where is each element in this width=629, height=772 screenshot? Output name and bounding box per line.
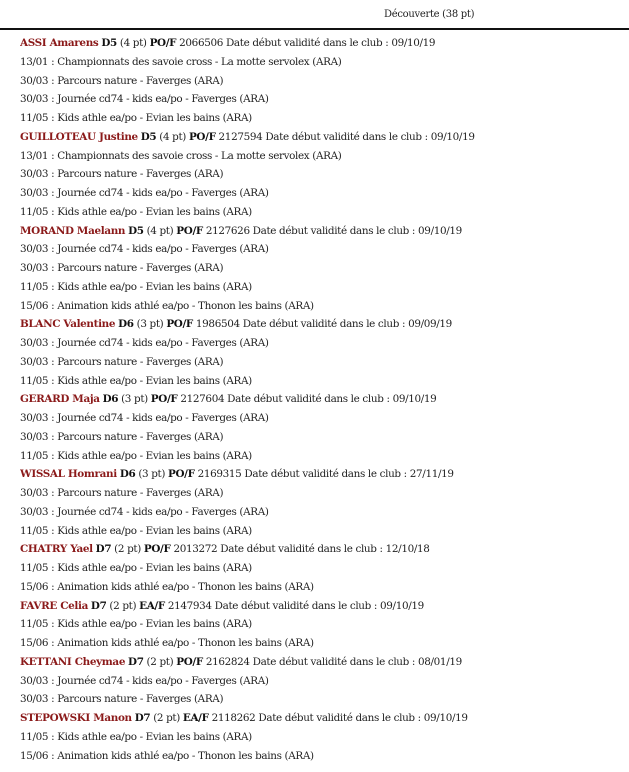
validity-date: 09/10/19 bbox=[423, 712, 468, 724]
event-line: 30/03 : Parcours nature - Faverges (ARA) bbox=[20, 430, 224, 443]
date-label: Date début validité dans le club : bbox=[242, 318, 406, 331]
athlete-header bbox=[20, 390, 620, 409]
event-line: 30/03 : Journée cd74 - kids ea/po - Faverges (ARA) bbox=[20, 505, 269, 518]
athlete-level: D7 bbox=[128, 655, 144, 668]
athlete-entry bbox=[20, 34, 620, 128]
validity-date: 09/10/19 bbox=[430, 130, 475, 143]
validity-date: 09/09/19 bbox=[408, 318, 452, 331]
date-label: Date début validité dans le club : bbox=[214, 599, 378, 612]
date-label: Date début validité dans le club : bbox=[225, 37, 389, 49]
athlete-license: 2127594 bbox=[218, 130, 263, 143]
athlete-license: 2127626 bbox=[205, 224, 250, 237]
event-line: 30/03 : Parcours nature - Faverges (ARA) bbox=[20, 74, 224, 87]
athlete-category: EA/F bbox=[182, 712, 209, 724]
athlete-points: (3 pt) bbox=[138, 468, 166, 481]
athlete-header bbox=[20, 465, 620, 484]
event-line: 15/06 : Animation kids athlé ea/po - Thonon les bains (ARA) bbox=[20, 580, 314, 593]
athlete-level: D7 bbox=[90, 599, 107, 612]
athlete-entry bbox=[20, 540, 620, 596]
event-line: 30/03 : Parcours nature - Faverges (ARA) bbox=[20, 487, 224, 499]
athlete-points: (4 pt) bbox=[119, 37, 147, 49]
athlete-points: (2 pt) bbox=[153, 712, 180, 724]
event-line: 30/03 : Parcours nature - Faverges (ARA) bbox=[20, 355, 224, 368]
athlete-license: 2118262 bbox=[211, 712, 256, 724]
validity-date: 09/10/19 bbox=[380, 599, 424, 612]
athlete-name: KETTANI Cheymae bbox=[20, 655, 126, 668]
athlete-entry bbox=[20, 128, 620, 222]
date-label: Date début validité dans le club : bbox=[252, 224, 416, 237]
event-line: 15/06 : Animation kids athlé ea/po - Thonon les bains (ARA) bbox=[20, 637, 314, 649]
athlete-entry bbox=[20, 597, 620, 653]
event-line: 30/03 : Parcours nature - Faverges (ARA) bbox=[20, 693, 224, 706]
athlete-level: D5 bbox=[101, 37, 117, 49]
athlete-entry bbox=[20, 222, 620, 316]
event-line: 30/03 : Journée cd74 - kids ea/po - Faverges (ARA) bbox=[20, 243, 269, 256]
event-line: 15/06 : Animation kids athlé ea/po - Thonon les bains (ARA) bbox=[20, 749, 314, 762]
date-label: Date début validité dans le club : bbox=[227, 393, 390, 406]
athlete-header bbox=[20, 315, 620, 334]
athlete-entry bbox=[20, 465, 620, 540]
event-line: 30/03 : Journée cd74 - kids ea/po - Faverges (ARA) bbox=[20, 337, 269, 349]
athlete-category: PO/F bbox=[176, 655, 203, 668]
athlete-category: PO/F bbox=[149, 37, 177, 49]
athlete-license: 2066506 bbox=[179, 37, 223, 49]
athlete-level: D5 bbox=[128, 224, 144, 237]
athlete-entry bbox=[20, 315, 620, 390]
athlete-license: 2013272 bbox=[173, 543, 218, 556]
event-line: 30/03 : Journée cd74 - kids ea/po - Faverges (ARA) bbox=[20, 93, 269, 106]
validity-date: 08/01/19 bbox=[418, 655, 462, 668]
event-line: 11/05 : Kids athle ea/po - Evian les bains (ARA) bbox=[20, 730, 252, 743]
athlete-header bbox=[20, 597, 620, 616]
athlete-category: PO/F bbox=[176, 224, 203, 237]
event-line: 30/03 : Parcours nature - Faverges (ARA) bbox=[20, 262, 224, 274]
athlete-points: (2 pt) bbox=[146, 655, 174, 668]
event-line: 11/05 : Kids athle ea/po - Evian les bains (ARA) bbox=[20, 280, 252, 293]
event-line: 13/01 : Championnats des savoie cross - La motte servolex (ARA) bbox=[20, 55, 342, 68]
athlete-category: PO/F bbox=[150, 393, 178, 406]
event-line: 11/05 : Kids athle ea/po - Evian les bains (ARA) bbox=[20, 562, 252, 574]
event-line: 11/05 : Kids athle ea/po - Evian les bains (ARA) bbox=[20, 524, 252, 537]
event-line: 30/03 : Parcours nature - Faverges (ARA) bbox=[20, 168, 224, 181]
athlete-license: 2162824 bbox=[205, 655, 250, 668]
athlete-entry bbox=[20, 390, 620, 465]
validity-date: 27/11/19 bbox=[409, 468, 454, 481]
athlete-points: (3 pt) bbox=[121, 393, 148, 406]
athlete-name: ASSI Amarens bbox=[20, 37, 99, 49]
athlete-points: (4 pt) bbox=[159, 130, 186, 143]
event-line: 11/05 : Kids athle ea/po - Evian les bains (ARA) bbox=[20, 449, 252, 462]
date-label: Date début validité dans le club : bbox=[252, 655, 416, 668]
validity-date: 09/10/19 bbox=[418, 224, 462, 237]
validity-date: 12/10/18 bbox=[385, 543, 430, 556]
athlete-license: 2127604 bbox=[180, 393, 225, 406]
athlete-points: (4 pt) bbox=[146, 224, 174, 237]
event-line: 30/03 : Journée cd74 - kids ea/po - Faverges (ARA) bbox=[20, 187, 269, 199]
athlete-header bbox=[20, 128, 620, 147]
event-line: 11/05 : Kids athle ea/po - Evian les bains (ARA) bbox=[20, 374, 252, 387]
athlete-header bbox=[20, 540, 620, 559]
section-title: Découverte (38 pt) bbox=[384, 9, 475, 20]
athlete-list bbox=[20, 34, 620, 765]
athlete-category: EA/F bbox=[139, 599, 165, 612]
athlete-license: 2147934 bbox=[167, 599, 212, 612]
athlete-entry bbox=[20, 709, 620, 765]
athlete-license: 1986504 bbox=[195, 318, 240, 331]
athlete-name: BLANC Valentine bbox=[20, 318, 116, 331]
athlete-category: PO/F bbox=[143, 543, 171, 556]
athlete-level: D7 bbox=[134, 712, 151, 724]
athlete-entry bbox=[20, 653, 620, 709]
athlete-points: (2 pt) bbox=[114, 543, 141, 556]
athlete-category: PO/F bbox=[166, 318, 193, 331]
event-line: 11/05 : Kids athle ea/po - Evian les bains (ARA) bbox=[20, 205, 252, 218]
athlete-level: D6 bbox=[119, 468, 136, 481]
athlete-header bbox=[20, 709, 620, 728]
athlete-name: CHATRY Yael bbox=[20, 543, 93, 556]
event-line: 30/03 : Journée cd74 - kids ea/po - Faverges (ARA) bbox=[20, 674, 269, 687]
section-header bbox=[0, 6, 629, 30]
athlete-level: D6 bbox=[118, 318, 134, 331]
athlete-name: GERARD Maja bbox=[20, 393, 100, 406]
date-label: Date début validité dans le club : bbox=[258, 712, 421, 724]
athlete-points: (2 pt) bbox=[109, 599, 137, 612]
validity-date: 09/10/19 bbox=[391, 37, 436, 49]
athlete-category: PO/F bbox=[168, 468, 195, 481]
event-line: 15/06 : Animation kids athlé ea/po - Thonon les bains (ARA) bbox=[20, 299, 314, 312]
validity-date: 09/10/19 bbox=[392, 393, 437, 406]
athlete-name: STEPOWSKI Manon bbox=[20, 712, 132, 724]
athlete-header bbox=[20, 34, 620, 53]
athlete-name: GUILLOTEAU Justine bbox=[20, 130, 138, 143]
event-line: 30/03 : Journée cd74 - kids ea/po - Faverges (ARA) bbox=[20, 412, 269, 424]
athlete-name: FAVRE Celia bbox=[20, 599, 88, 612]
athlete-level: D5 bbox=[140, 130, 157, 143]
event-line: 11/05 : Kids athle ea/po - Evian les bains (ARA) bbox=[20, 618, 252, 631]
athlete-points: (3 pt) bbox=[136, 318, 164, 331]
athlete-name: WISSAL Homrani bbox=[20, 468, 117, 481]
event-line: 13/01 : Championnats des savoie cross - La motte servolex (ARA) bbox=[20, 149, 342, 162]
athlete-license: 2169315 bbox=[197, 468, 242, 481]
athlete-header bbox=[20, 653, 620, 672]
event-line: 11/05 : Kids athle ea/po - Evian les bains (ARA) bbox=[20, 112, 252, 124]
date-label: Date début validité dans le club : bbox=[265, 130, 428, 143]
athlete-level: D7 bbox=[95, 543, 112, 556]
athlete-level: D6 bbox=[102, 393, 119, 406]
athlete-header bbox=[20, 222, 620, 241]
athlete-category: PO/F bbox=[188, 130, 216, 143]
date-label: Date début validité dans le club : bbox=[220, 543, 383, 556]
date-label: Date début validité dans le club : bbox=[244, 468, 407, 481]
athlete-name: MORAND Maelann bbox=[20, 224, 126, 237]
